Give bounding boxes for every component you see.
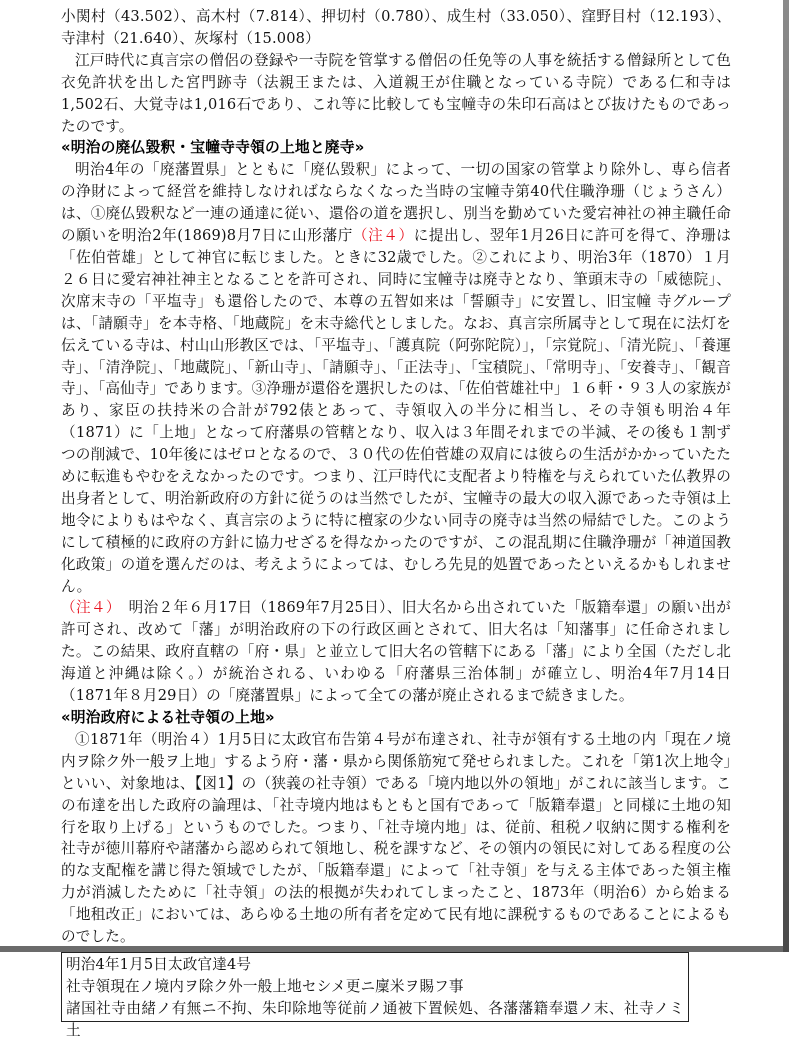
section-heading-haibutsu: «明治の廃仏毀釈・宝幢寺寺領の上地と廃寺» — [61, 139, 365, 157]
meiji-haibutsu-paragraph — [61, 159, 731, 597]
note-4-reference: （注４） — [352, 227, 414, 245]
village-list-paragraph: 小関村（43.502）、高木村（7.814）、押切村（0.780）、成生村（33.050）、窪野目村（12.193）、寺津村（21.640）、灰塚村（15.008） — [61, 8, 731, 47]
section-heading-jouchi: «明治政府による社寺領の上地» — [61, 709, 275, 726]
jouchi-paragraph: ①1871年（明治４）1月5日に太政官布告第４号が布達され、社寺が領有する土地の内「現在ノ境内ヲ除ク外一般ヲ上地」するよう府・藩・県から関係筋宛て発せられました。これを「第1次上地令」といい、対象地は、【図1】の（狭義の社寺領）である「境内地以外の領地」がこれに該当します。この布達を出した政府の論理は、「社寺境内地はもともと国有であって「版籍奉還」と同様に土地の知行を取り上げる」というものでした。つまり、「社寺境内地」は、従前、租税ノ収納に関する権利を社寺が徳川幕府や諸藩から認められて領地し、税を課すなど、その領内の領民に対してある程度の公的な支配権を講じ得た領域でしたが、「版籍奉還」によって「社寺領」を与える主体であった領主権力が消滅したために「社寺領」の法的根拠が失われてしまったこと、1873年（明治6）から始まる「地租改正」においては、あらゆる土地の所有者を定めて民有地に課税するものであることによるものでした。 — [61, 730, 731, 946]
paragraph-text-part1: 明治4年の「廃藩置県」とともに「廃仏毀釈」によって、一切の国家の管掌より除外し、専ら信者の浄財によって経営を維持しなければならなくなった当時の宝幢寺第40代住職浄珊（じょうさん）は、①廃仏毀釈など一連の通達に従い、還俗の道を選択し、別当を勤めていた愛宕神社の神主職任命の願いを明治2年(1869)8月7日に山形藩庁 — [61, 161, 731, 245]
decree-line-3: 諸国社寺由緒ノ有無ニ不拘、朱印除地等従前ノ通被下置候処、各藩藩籍奉還ノ末、社寺ノミ土 — [66, 999, 684, 1039]
decree-line-2: 社寺領現在ノ境内ヲ除ク外一般上地セシメ更ニ廩米ヲ賜フ事 — [66, 977, 464, 995]
note-4-text: 明治２年６月17日（1869年7月25日）、旧大名から出されていた「版籍奉還」の願い出が許可され、改めて「藩」が明治政府の下の行政区画とされて、旧大名は「知藩事」に任命されました。この結果、政府直轄の「府・県」と並立して旧大名の管轄下にある「藩」により全国（ただし北海道と沖縄は除く。）が統治される、いわゆる「府藩県三治体制」が確立し、明治4年7月14日（1871年８月29日）の「廃藩置県」によって全ての藩が廃止されるまで続きました。 — [61, 599, 731, 705]
paragraph-text-part2: に提出し、翌年1月26日に許可を得て、浄珊は「佐伯菅雄」として神官に転じました。ときに32歳でした。②これにより、明治3年（1870）１月２６日に愛宕神社神主となることを許可され、同時に宝幢寺は廃寺となり、筆頭末寺の「威徳院」、次席末寺の「平塩寺」も還俗したので、本尊の五智如来は「誓願寺」に安置し、旧宝幢 寺グループは、「請願寺」を本寺格、「地蔵院」を末寺総代としました。なお、真言宗所属寺として現在に法灯を伝えている寺は、村山山形教区では、「平塩寺」、「護真院（阿弥陀院）」，「宗覚院」、「清光院」、「養運寺」、「清浄院」、「地蔵院」、「新山寺」、「請願寺」、「正法寺」、「宝積院」、「常明寺」、「安養寺」、「観音寺」、「高仙寺」であります。③浄珊が還俗を選択したのは、「佐伯菅雄社中」１６軒・９３人の家族があり、家臣の扶持米の合計が792俵とあって、寺領収入の半分に相当し、その寺領も明治４年（1871）に「上地」となって府藩県の管轄となり、収入は３年間それまでの半減、その後も１割ずつの削減で、10年後にはゼロとなるので、３０代の佐伯菅雄の双肩には彼らの生活がかかっていたために転進もやむをえなかったのです。つまり、江戸時代に支配者より特権を与えられていた仏教界の出身者として、明治新政府の方針に従うのは当然でしたが、宝幢寺の最大の収入源であった寺領は上地令によりもはやなく、真言宗のように特に檀家の少ない同寺の廃寺は当然の帰結でした。このようにして積極的に政府の方針に協力せざるを得なかったのですが、この混乱期に住職浄珊が「神道国教化政策」の道を選んだのは、考えようによっては、むしろ先見的処置であったといえるかもしれません。 — [61, 227, 731, 595]
note-4-label: （注４） — [61, 599, 114, 617]
ninnaji-paragraph: 江戸時代に真言宗の僧侶の登録や一寺院を管掌する僧侶の任免等の人事を統括する僧録所として色衣免許状を出した宮門跡寺（法親王または、入道親王が住職となっている寺院）である仁和寺は1,502石、大覚寺は1,016石であり、これ等に比較しても宝幢寺の朱印石高はとび抜けたものであったのです。 — [61, 51, 731, 135]
decree-title: 明治4年1月5日太政官達4号 — [66, 955, 252, 973]
document-body — [61, 6, 731, 1039]
note-4-paragraph — [61, 597, 731, 707]
decree-quote-box — [61, 952, 689, 1039]
